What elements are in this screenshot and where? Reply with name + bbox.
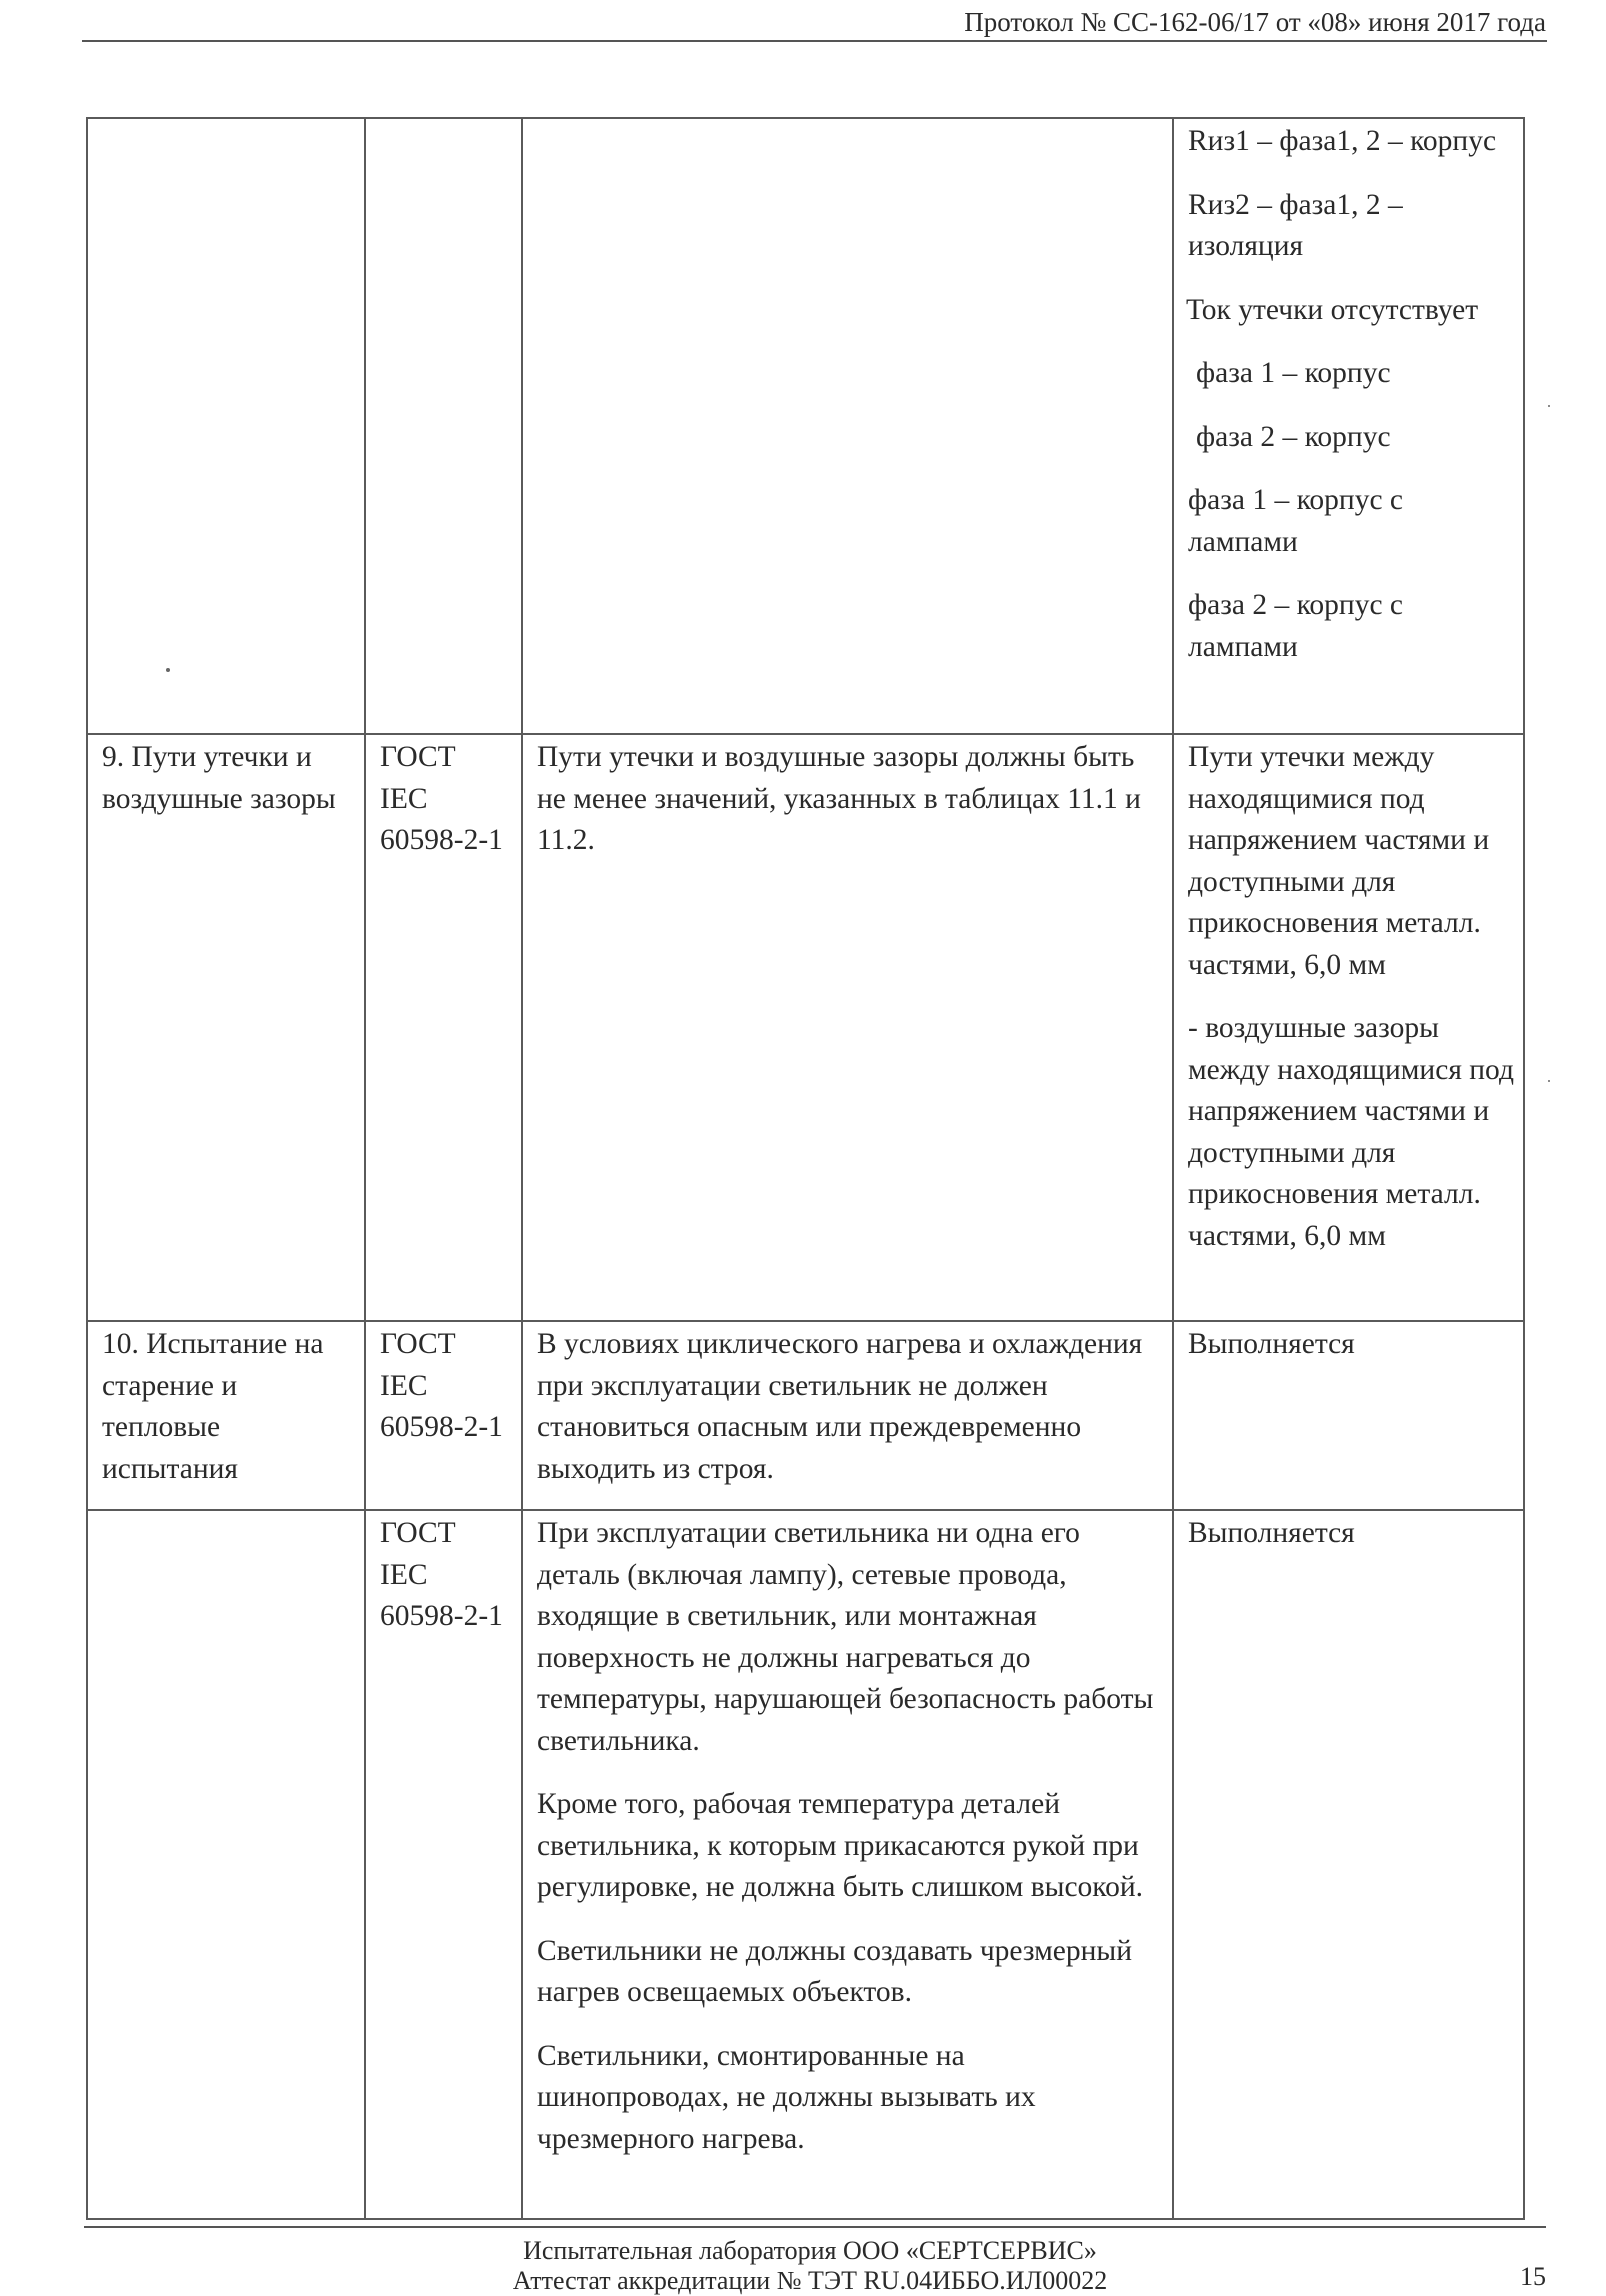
standard-line: ГОСТ [380, 741, 456, 773]
standard-line: 60598-2-1 [380, 1411, 503, 1443]
page-number: 15 [1520, 2262, 1546, 2291]
footer-accreditation: Аттестат аккредитации № ТЭТ RU.04ИББО.ИЛ00022 [512, 2266, 1108, 2295]
scan-speck [166, 668, 170, 672]
standard-line: 60598-2-1 [380, 1600, 503, 1632]
cell-standard [365, 1321, 522, 1510]
result-line: Rиз2 – фаза1, 2 – изоляция [1188, 188, 1403, 262]
requirement-paragraph: В условиях циклического нагрева и охлаждения при эксплуатации светильник не должен становиться опасным или преждевременно выходить из строя. [537, 1328, 1143, 1485]
scan-speck [1548, 405, 1550, 407]
requirement-paragraph: При эксплуатации светильника ни одна его деталь (включая лампу), сетевые провода, входящие в светильник, или монтажная поверхность не должны нагреваться до температуры, нарушающей безопасность работы светильника. [537, 1517, 1154, 1757]
scan-speck [1548, 1080, 1550, 1082]
table-row [87, 734, 1524, 1321]
cell-requirement [522, 734, 1173, 1321]
cell-result [1173, 1510, 1524, 2219]
result-line: Выполняется [1188, 1517, 1355, 1549]
result-line: Rиз1 – фаза1, 2 – корпус [1188, 125, 1497, 157]
cell-result [1173, 1321, 1524, 1510]
result-line: Выполняется [1188, 1328, 1355, 1360]
table-row [87, 118, 1524, 734]
cell-test-name: 10. Испытание на старение и тепловые испытания [87, 1321, 365, 1510]
standard-line: IEC [380, 1558, 428, 1591]
cell-requirement [522, 118, 1173, 734]
cell-requirement [522, 1510, 1173, 2219]
result-line: фаза 2 – корпус [1196, 420, 1391, 453]
result-line: Пути утечки между находящимися под напряжением частями и доступными для прикосновения металл. частями, 6,0 мм [1188, 741, 1490, 981]
header-divider [82, 40, 1547, 42]
result-line: Ток утечки отсутствует [1186, 293, 1479, 326]
standard-line: ГОСТ [380, 1517, 456, 1549]
cell-result [1173, 734, 1524, 1321]
requirement-paragraph: Светильники не должны создавать чрезмерный нагрев освещаемых объектов. [537, 1934, 1132, 2008]
table-row [87, 1321, 1524, 1510]
cell-standard [365, 118, 522, 734]
standard-line: IEC [380, 782, 428, 815]
standard-line: IEC [380, 1369, 428, 1402]
test-results-table [86, 117, 1525, 2220]
protocol-header-title: Протокол № СС-162-06/17 от «08» июня 2017 года [964, 7, 1546, 37]
requirement-paragraph: Пути утечки и воздушные зазоры должны быть не менее значений, указанных в таблицах 11.1 и 11.2. [537, 741, 1141, 856]
standard-line: ГОСТ [380, 1328, 456, 1360]
cell-test-name [87, 1510, 365, 2219]
requirement-paragraph: Светильники, смонтированные на шинопроводах, не должны вызывать их чрезмерного нагрева. [537, 2039, 1036, 2155]
requirement-paragraph: Кроме того, рабочая температура деталей светильника, к которым прикасаются рукой при регулировке, не должна быть слишком высокой. [537, 1788, 1144, 1903]
standard-line: 60598-2-1 [380, 824, 503, 856]
result-line: фаза 1 – корпус [1196, 357, 1391, 389]
cell-standard [365, 734, 522, 1321]
table-row [87, 1510, 1524, 2219]
cell-test-name: 9. Пути утечки и воздушные зазоры [87, 734, 365, 1321]
cell-test-name [87, 118, 365, 734]
footer-divider [84, 2226, 1546, 2228]
result-line: фаза 2 – корпус с лампами [1188, 589, 1404, 663]
footer-lab-name: Испытательная лаборатория ООО «СЕРТСЕРВИС» [523, 2236, 1097, 2265]
cell-result [1173, 118, 1524, 734]
result-line: - воздушные зазоры между находящимися под напряжением частями и доступными для прикосновения металл. частями, 6,0 мм [1188, 1012, 1514, 1252]
result-line: фаза 1 – корпус с лампами [1188, 484, 1404, 558]
cell-standard [365, 1510, 522, 2219]
cell-requirement [522, 1321, 1173, 1510]
